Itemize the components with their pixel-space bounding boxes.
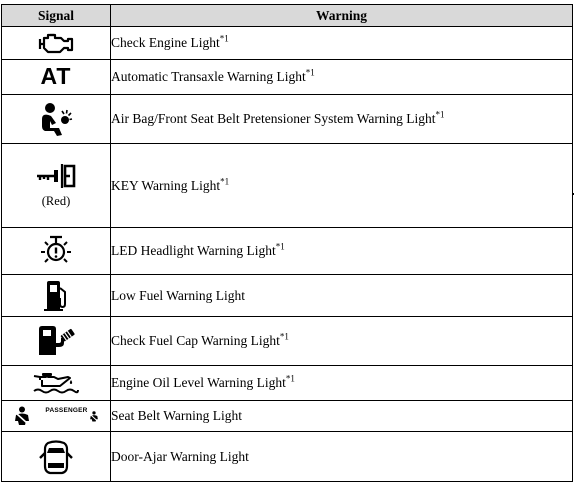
table-row [2,366,573,401]
warning-label: Automatic Transaxle Warning Light [111,69,306,84]
header-signal: Signal [2,5,111,27]
edge-mark [572,193,574,195]
warning-label: Air Bag/Front Seat Belt Pretensioner System Warning Light [111,111,436,126]
at-text-icon: AT [40,63,72,89]
warning-cell [111,275,573,317]
table-row [2,317,573,366]
door-ajar-icon [39,439,73,475]
warning-cell [111,95,573,144]
key-icon [34,162,78,190]
footnote-mark: *1 [305,67,315,78]
signal-cell [2,275,111,317]
signal-cell [2,366,111,401]
warning-label: Check Fuel Cap Warning Light [111,333,280,348]
seat-belt-icon [13,406,31,426]
table-row [2,228,573,275]
air-bag-icon [38,101,74,137]
warning-cell [111,366,573,401]
signal-cell [2,95,111,144]
table-row [2,401,573,432]
led-headlight-icon [40,235,72,267]
footnote-mark: *1 [435,109,445,120]
header-warning: Warning [111,5,573,27]
passenger-label: PASSENGER [45,406,88,414]
table-header-row [2,5,573,27]
footnote-mark: *1 [220,176,230,186]
footnote-mark: *1 [219,33,229,44]
warning-cell [111,401,573,432]
signal-cell [2,317,111,366]
warning-label: Seat Belt Warning Light [111,408,243,423]
fuel-pump-icon [43,280,69,312]
warning-label: LED Headlight Warning Light [111,243,276,258]
warning-cell [111,144,573,228]
warning-label: Check Engine Light [111,35,220,50]
warning-cell [111,60,573,95]
passenger-seat-belt-indicator [45,406,98,422]
fuel-cap-icon [36,324,76,358]
warning-label: Door-Ajar Warning Light [111,448,249,464]
warning-cell [111,432,573,482]
table-row [2,144,573,228]
check-engine-icon [37,32,75,54]
footnote-mark: *1 [285,373,295,384]
table-row [2,95,573,144]
footnote-mark: *1 [279,331,289,342]
warning-label: KEY Warning Light [111,177,221,193]
footnote-mark: *1 [275,241,285,252]
seat-belt-icons [2,406,110,426]
key-icon-caption: (Red) [41,194,71,208]
signal-cell [2,432,111,482]
signal-cell [2,60,111,95]
warning-cell [111,317,573,366]
table-row [2,27,573,60]
table-row [2,432,573,482]
warning-lights-table-container [1,4,572,482]
oil-can-icon [32,371,80,395]
table-row [2,60,573,95]
warning-label: Engine Oil Level Warning Light [111,375,286,390]
warning-lights-table [1,4,573,482]
signal-cell [2,228,111,275]
signal-cell [2,27,111,60]
warning-label: Low Fuel Warning Light [111,287,246,303]
signal-cell [2,401,111,432]
passenger-seat-belt-icon [89,411,99,422]
table-row [2,275,573,317]
signal-cell [2,144,111,228]
warning-cell [111,27,573,60]
warning-cell [111,228,573,275]
